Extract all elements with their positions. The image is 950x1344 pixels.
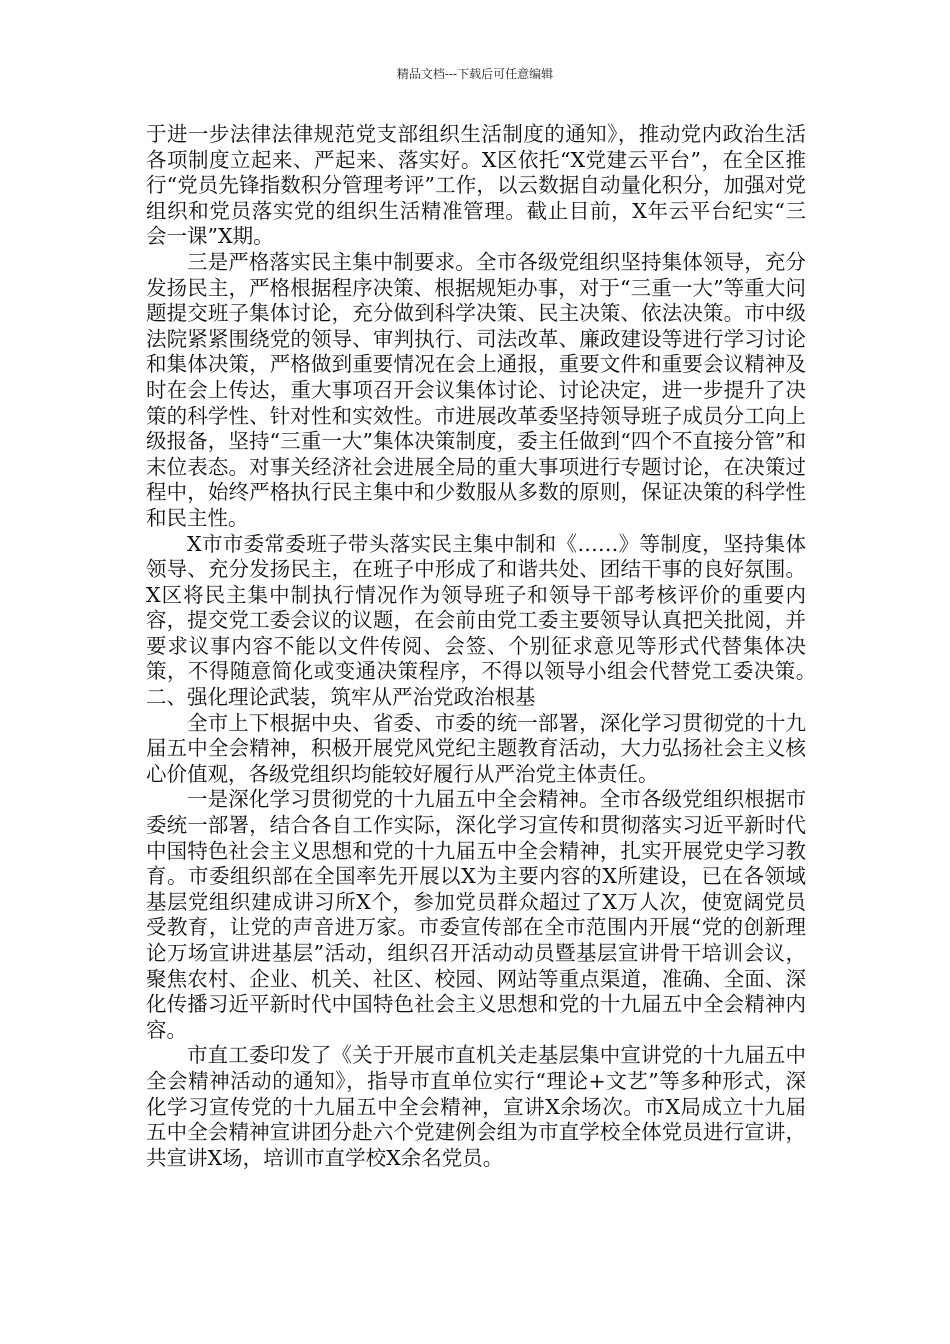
page-header: 精品文档---下载后可任意编辑: [396, 67, 554, 81]
paragraph-municipal-working-committee: 市直工委印发了《关于开展市直机关走基层集中宣讲党的十九届五中全会精神活动的通知》，指导市直单位实行“理论+文艺”等多种形式，深化学习宣传党的十九届五中全会精神，宣讲X余场次。市X局成立十九届五中全会精神宣讲团分赴六个党建例会组为市直学校全体党员进行宣讲，共宣讲X场，培训市直学校X余名党员。: [146, 1043, 806, 1170]
paragraph-standing-committee: X市市委常委班子带头落实民主集中制和《……》等制度，坚持集体领导、充分发扬民主，在班子中形成了和谐共处、团结干事的良好氛围。X区将民主集中制执行情况作为领导班子和领导干部考核评价的重要内容，提交党工委会议的议题，在会前由党工委主要领导认真把关批阅，并要求议事内容不能以文件传阅、会签、个别征求意见等形式代替集体决策，不得随意简化或变通决策程序，不得以领导小组会代替党工委决策。 二、强化理论武装，筑牢从严治党政治根基: [146, 531, 868, 710]
paragraph-unified-deployment: 全市上下根据中央、省委、市委的统一部署，深化学习贯彻党的十九届五中全会精神，积极开展党风党纪主题教育活动，大力弘扬社会主义核心价值观，各级党组织均能较好履行从严治党主体责任。: [146, 710, 806, 786]
document-body: [146, 122, 868, 1171]
paragraph-study-plenary: 一是深化学习贯彻党的十九届五中全会精神。全市各级党组织根据市委统一部署，结合各自工作实际，深化学习宣传和贯彻落实习近平新时代中国特色社会主义思想和党的十九届五中全会精神，扎实开展党史学习教育。市委组织部在全国率先开展以X为主要内容的X所建设，已在各领域基层党组织建成讲习所X个，参加党员群众超过了X万人次，使宽阔党员受教育，让党的声音进万家。市委宣传部在全市范围内开展“党的创新理论万场宣讲进基层”活动，组织召开活动动员暨基层宣讲骨干培训会议，聚焦农村、企业、机关、社区、校园、网站等重点渠道，准确、全面、深化传播习近平新时代中国特色社会主义思想和党的十九届五中全会精神内容。: [146, 787, 806, 1042]
paragraph-continued: 于进一步法律法律规范党支部组织生活制度的通知》，推动党内政治生活各项制度立起来、严起来、落实好。X区依托“X党建云平台”，在全区推行“党员先锋指数积分管理考评”工作，以云数据自动量化积分，加强对党组织和党员落实党的组织生活精准管理。截止目前，X年云平台纪实“三会一课”X期。: [146, 122, 806, 249]
paragraph-democratic-centralism: 三是严格落实民主集中制要求。全市各级党组织坚持集体领导，充分发扬民主，严格根据程序决策、根据规矩办事，对于“三重一大”等重大问题提交班子集体讨论，充分做到科学决策、民主决策、依法决策。市中级法院紧紧围绕党的领导、审判执行、司法改革、廉政建设等进行学习讨论和集体决策，严格做到重要情况在会上通报，重要文件和重要会议精神及时在会上传达，重大事项召开会议集体讨论、讨论决定，进一步提升了决策的科学性、针对性和实效性。市进展改革委坚持领导班子成员分工向上级报备，坚持“三重一大”集体决策制度，委主任做到“四个不直接分管”和末位表态。对事关经济社会进展全局的重大事项进行专题讨论，在决策过程中，始终严格执行民主集中和少数服从多数的原则，保证决策的科学性和民主性。: [146, 249, 806, 530]
